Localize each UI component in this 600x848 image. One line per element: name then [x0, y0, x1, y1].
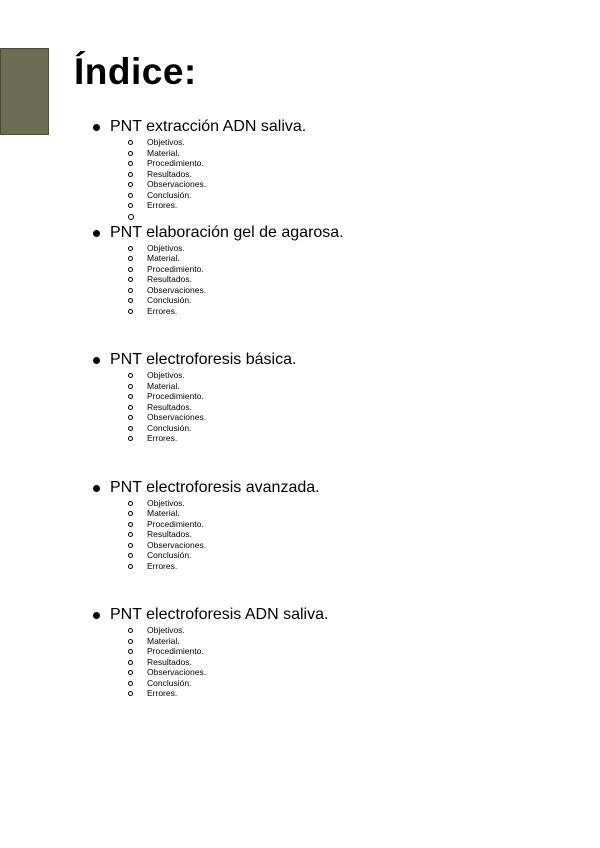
toc-sub-item-label: Procedimiento. — [147, 391, 204, 401]
toc-section-title: PNT elaboración gel de agarosa. — [110, 223, 344, 241]
hollow-circle-bullet-icon — [128, 501, 133, 506]
hollow-circle-bullet-icon — [128, 628, 133, 633]
toc-sub-item — [93, 423, 573, 434]
toc-sub-item — [93, 243, 573, 254]
toc-sub-item — [93, 285, 573, 296]
toc-sub-item — [93, 508, 573, 519]
hollow-circle-bullet-icon — [128, 172, 133, 177]
toc-sub-list — [93, 243, 573, 317]
toc-sub-item-label: Conclusión. — [147, 295, 192, 305]
toc-section — [93, 118, 573, 220]
toc-sub-item — [93, 391, 573, 402]
toc-sub-item-label: Conclusión. — [147, 677, 192, 688]
toc-sub-item — [93, 498, 573, 509]
toc-sub-item — [93, 667, 573, 678]
toc-sub-item-label: Resultados. — [147, 168, 192, 179]
toc-sub-item-label: Objetivos. — [147, 242, 185, 253]
empty-bullet-icon — [128, 214, 134, 220]
toc-sub-item-label: Objetivos. — [147, 137, 185, 147]
toc-sub-item — [93, 529, 573, 540]
hollow-circle-bullet-icon — [128, 681, 133, 686]
hollow-circle-bullet-icon — [128, 309, 133, 314]
hollow-circle-bullet-icon — [128, 405, 133, 410]
hollow-circle-bullet-icon — [128, 203, 133, 208]
toc-sub-item-label: Errores. — [147, 560, 178, 571]
toc-sub-item — [93, 561, 573, 572]
toc-sub-item — [93, 137, 573, 148]
toc-sub-item — [93, 550, 573, 561]
toc-section-title: PNT electroforesis avanzada. — [110, 478, 320, 496]
toc-sub-item-label: Errores. — [147, 305, 178, 316]
toc-sub-item-label: Errores. — [147, 200, 178, 210]
toc-sub-item — [93, 200, 573, 211]
toc-sub-item-label: Resultados. — [147, 656, 192, 667]
hollow-circle-bullet-icon — [128, 277, 133, 282]
toc-sub-item-label: Resultados. — [147, 529, 192, 539]
hollow-circle-bullet-icon — [128, 182, 133, 187]
toc-sub-item-label: Observaciones. — [147, 179, 207, 189]
toc-sub-item-label: Observaciones. — [147, 284, 207, 295]
toc-section — [93, 224, 573, 317]
toc-sub-item — [93, 688, 573, 699]
filled-circle-bullet-icon — [93, 124, 100, 131]
toc-section-heading — [93, 118, 573, 136]
toc-sub-item-label: Material. — [147, 635, 180, 646]
toc-sub-item-label: Conclusión. — [147, 189, 192, 200]
section-spacer — [93, 316, 573, 351]
toc-section-heading — [93, 224, 573, 242]
toc-sub-item — [93, 158, 573, 169]
toc-sub-list — [93, 498, 573, 572]
hollow-circle-bullet-icon — [128, 522, 133, 527]
toc-sub-list — [93, 137, 573, 211]
toc-sub-item — [93, 169, 573, 180]
hollow-circle-bullet-icon — [128, 649, 133, 654]
hollow-circle-bullet-icon — [128, 436, 133, 441]
table-of-contents — [93, 118, 573, 699]
toc-sub-item — [93, 295, 573, 306]
hollow-circle-bullet-icon — [128, 670, 133, 675]
toc-sub-item — [93, 402, 573, 413]
toc-sub-item — [93, 678, 573, 689]
toc-sub-list — [93, 370, 573, 444]
toc-sub-item — [93, 370, 573, 381]
toc-sub-item-label: Material. — [147, 508, 180, 518]
toc-sub-item — [93, 306, 573, 317]
toc-section-heading — [93, 479, 573, 497]
toc-sub-item-label: Material. — [147, 380, 180, 391]
toc-sub-item — [93, 412, 573, 423]
hollow-circle-bullet-icon — [128, 543, 133, 548]
toc-sub-item — [93, 657, 573, 668]
section-spacer — [93, 444, 573, 479]
toc-sub-item — [93, 636, 573, 647]
toc-section — [93, 606, 573, 699]
toc-sub-item — [93, 381, 573, 392]
toc-sub-item — [93, 179, 573, 190]
toc-sub-item-label: Errores. — [147, 688, 178, 698]
toc-sub-item — [93, 433, 573, 444]
toc-section-heading — [93, 606, 573, 624]
toc-sub-item-label: Objetivos. — [147, 370, 185, 380]
toc-sub-item-label: Material. — [147, 253, 180, 263]
filled-circle-bullet-icon — [93, 612, 100, 619]
filled-circle-bullet-icon — [93, 485, 100, 492]
toc-sub-item-label: Resultados. — [147, 274, 192, 284]
toc-sub-item — [93, 190, 573, 201]
toc-sub-item-label: Objetivos. — [147, 497, 185, 508]
hollow-circle-bullet-icon — [128, 691, 133, 696]
toc-sub-item — [93, 540, 573, 551]
hollow-circle-bullet-icon — [128, 639, 133, 644]
hollow-circle-bullet-icon — [128, 161, 133, 166]
toc-sub-item-label: Conclusión. — [147, 550, 192, 560]
hollow-circle-bullet-icon — [128, 140, 133, 145]
toc-sub-item-label: Observaciones. — [147, 667, 207, 677]
toc-section-heading — [93, 351, 573, 369]
toc-sub-item-label: Procedimiento. — [147, 518, 204, 529]
page-title: Índice: — [74, 51, 197, 92]
toc-sub-item-label: Material. — [147, 147, 180, 158]
hollow-circle-bullet-icon — [128, 415, 133, 420]
toc-sub-list — [93, 625, 573, 699]
toc-sub-item-label: Procedimiento. — [147, 646, 204, 656]
hollow-circle-bullet-icon — [128, 394, 133, 399]
toc-sub-item-label: Observaciones. — [147, 412, 207, 422]
toc-sub-item-label: Resultados. — [147, 401, 192, 412]
toc-sub-item — [93, 274, 573, 285]
hollow-circle-bullet-icon — [128, 532, 133, 537]
toc-section-title: PNT extracción ADN saliva. — [110, 118, 307, 135]
filled-circle-bullet-icon — [93, 230, 100, 237]
toc-sub-item-label: Observaciones. — [147, 539, 207, 550]
toc-section-title: PNT electroforesis ADN saliva. — [110, 606, 329, 623]
hollow-circle-bullet-icon — [128, 553, 133, 558]
hollow-circle-bullet-icon — [128, 660, 133, 665]
toc-sub-item — [93, 253, 573, 264]
hollow-circle-bullet-icon — [128, 288, 133, 293]
hollow-circle-bullet-icon — [128, 267, 133, 272]
toc-sub-item — [93, 625, 573, 636]
hollow-circle-bullet-icon — [128, 256, 133, 261]
hollow-circle-bullet-icon — [128, 246, 133, 251]
toc-sub-item-label: Procedimiento. — [147, 263, 204, 274]
toc-sub-item-label: Objetivos. — [147, 625, 185, 635]
toc-section — [93, 351, 573, 444]
filled-circle-bullet-icon — [93, 357, 100, 364]
toc-sub-item-label: Conclusión. — [147, 422, 192, 433]
hollow-circle-bullet-icon — [128, 373, 133, 378]
hollow-circle-bullet-icon — [128, 151, 133, 156]
toc-sub-item — [93, 519, 573, 530]
section-spacer — [93, 571, 573, 606]
side-decoration-block — [0, 48, 49, 135]
hollow-circle-bullet-icon — [128, 564, 133, 569]
hollow-circle-bullet-icon — [128, 298, 133, 303]
hollow-circle-bullet-icon — [128, 193, 133, 198]
hollow-circle-bullet-icon — [128, 511, 133, 516]
toc-section — [93, 479, 573, 572]
toc-sub-item-label: Procedimiento. — [147, 158, 204, 168]
toc-sub-item — [93, 148, 573, 159]
toc-sub-item — [93, 264, 573, 275]
toc-sub-item — [93, 646, 573, 657]
hollow-circle-bullet-icon — [128, 384, 133, 389]
hollow-circle-bullet-icon — [128, 426, 133, 431]
toc-section-title: PNT electroforesis básica. — [110, 351, 297, 368]
toc-sub-item-label: Errores. — [147, 433, 178, 443]
